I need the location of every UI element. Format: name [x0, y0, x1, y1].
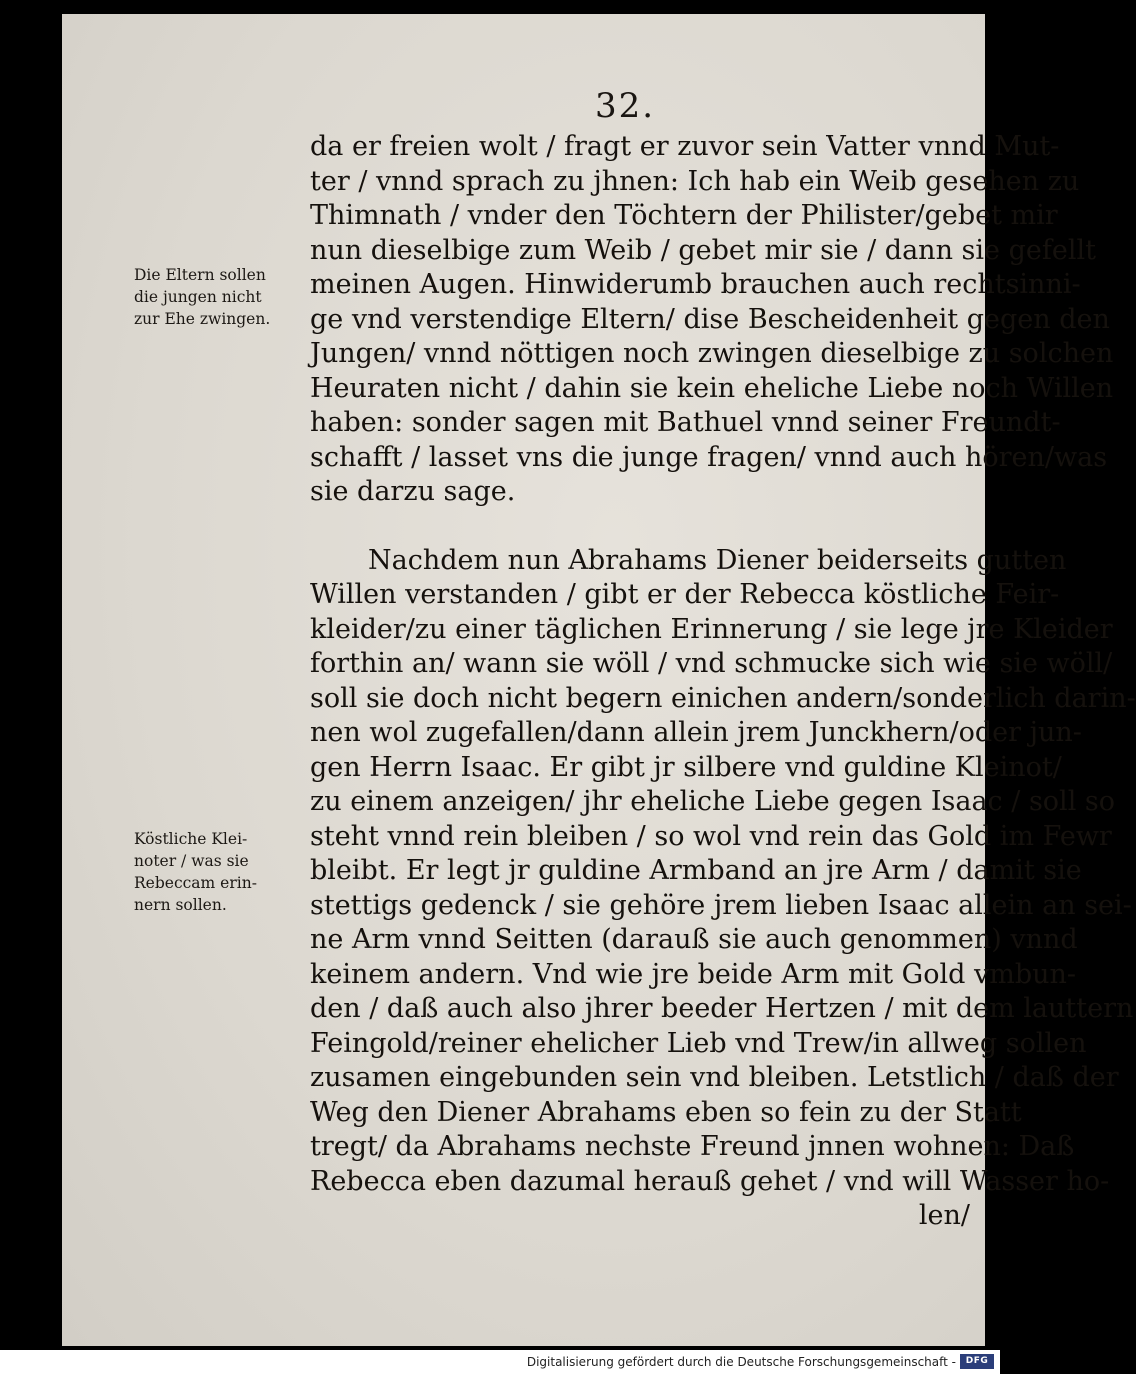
margin-note-parents — [134, 264, 304, 330]
margin-note-line: Rebeccam erin- — [134, 874, 257, 892]
footer-bar — [0, 1350, 1000, 1374]
text-line: Feingold/reiner ehelicher Lieb vnd Trew/in allweg sollen — [310, 1027, 1087, 1059]
text-line: haben: sonder sagen mit Bathuel vnnd seiner Freundt- — [310, 407, 1061, 438]
text-line: Heuraten nicht / dahin sie kein eheliche Liebe noch Willen — [310, 372, 1114, 404]
text-line: ge vnd verstendige Eltern/ dise Bescheidenheit gegen den — [310, 303, 1110, 335]
margin-note-line: die jungen nicht — [134, 288, 262, 306]
text-line: Rebecca eben dazumal herauß gehet / vnd will Wasser ho- — [310, 1165, 1110, 1197]
paragraph-gap — [310, 510, 970, 544]
text-line: forthin an/ wann sie wöll / vnd schmucke sich wie sie wöll/ — [310, 648, 1113, 679]
text-line: keinem andern. Vnd wie jre beide Arm mit Gold vmbun- — [310, 958, 1077, 990]
text-line: sie darzu sage. — [310, 476, 516, 507]
dfg-logo[interactable]: DFG — [960, 1354, 994, 1369]
text-line: da er freien wolt / fragt er zuvor sein Vatter vnnd Mut- — [310, 131, 1060, 162]
margin-note-line: Die Eltern sollen — [134, 266, 266, 284]
text-line: Weg den Diener Abrahams eben so fein zu der Statt — [310, 1096, 1022, 1128]
text-line: schafft / lasset vns die junge fragen/ vnnd auch hören/was — [310, 441, 1108, 473]
margin-note-line: zur Ehe zwingen. — [134, 310, 271, 328]
text-line: tregt/ da Abrahams nechste Freund jnnen wohnen: Daß — [310, 1131, 1075, 1162]
main-text — [310, 130, 1136, 1234]
funding-credit: Digitalisierung gefördert durch die Deutsche Forschungsgemeinschaft - — [526, 1355, 956, 1369]
text-line: Thimnath / vnder den Töchtern der Philister/gebet mir — [310, 200, 1058, 231]
text-line: ter / vnnd sprach zu jhnen: Ich hab ein Weib gesehen zu — [310, 165, 1080, 197]
text-line: zusamen eingebunden sein vnd bleiben. Letstlich / daß der — [310, 1062, 1119, 1093]
text-line: nen wol zugefallen/dann allein jrem Junckhern/oder jun- — [310, 717, 1082, 748]
margin-note-line: noter / was sie — [134, 852, 249, 870]
text-line: Nachdem nun Abrahams Diener beiderseits gutten — [368, 544, 1067, 576]
text-line: steht vnnd rein bleiben / so wol vnd rein das Gold im Fewr — [310, 820, 1112, 852]
text-line: bleibt. Er legt jr guldine Armband an jre Arm / damit sie — [310, 855, 1082, 886]
margin-note-jewels — [134, 828, 304, 916]
catchword: len/ — [918, 1200, 970, 1231]
text-line: nun dieselbige zum Weib / gebet mir sie / dann sie gefellt — [310, 234, 1096, 266]
margin-note-line: nern sollen. — [134, 896, 227, 914]
text-line: ne Arm vnnd Seitten (darauß sie auch genommen) vnnd — [310, 924, 1078, 955]
text-line: stettigs gedenck / sie gehöre jrem lieben Isaac allein an sei- — [310, 889, 1132, 921]
text-line: kleider/zu einer täglichen Erinnerung / sie lege jre Kleider — [310, 613, 1113, 645]
text-line: meinen Augen. Hinwiderumb brauchen auch rechtsinni- — [310, 269, 1081, 300]
text-line: Willen verstanden / gibt er der Rebecca köstliche Feir- — [310, 579, 1060, 610]
text-line: gen Herrn Isaac. Er gibt jr silbere vnd guldine Kleinot/ — [310, 751, 1062, 783]
page-number: 32. — [595, 86, 656, 126]
margin-note-line: Köstliche Klei- — [134, 830, 248, 848]
text-line: soll sie doch nicht begern einichen andern/sonderlich darin- — [310, 682, 1136, 714]
text-line: Jungen/ vnnd nöttigen noch zwingen dieselbige zu solchen — [310, 338, 1114, 369]
text-line: den / daß auch also jhrer beeder Hertzen / mit dem lauttern — [310, 993, 1134, 1024]
text-line: zu einem anzeigen/ jhr eheliche Liebe gegen Isaac / soll so — [310, 786, 1116, 817]
